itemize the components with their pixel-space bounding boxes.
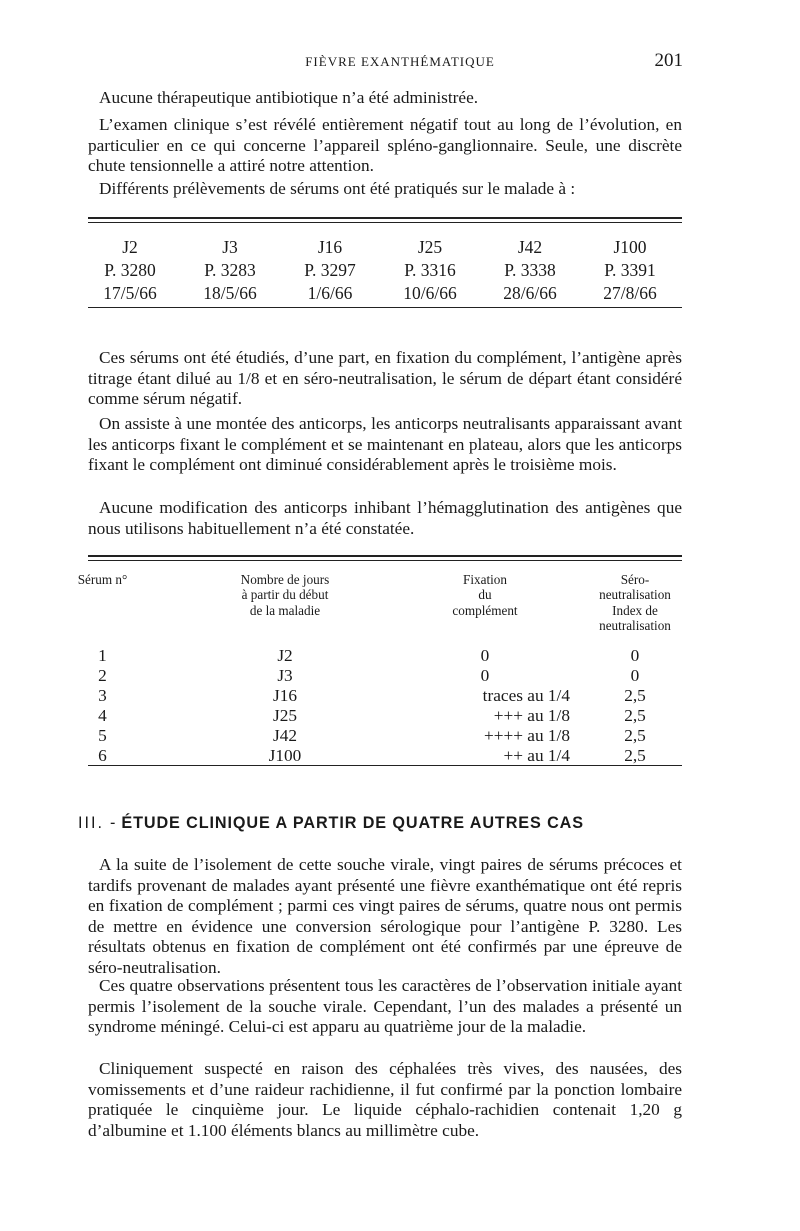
table1-bottom-rule bbox=[88, 307, 682, 308]
header-line: de la maladie bbox=[249, 602, 321, 618]
cell-serum: 6 bbox=[98, 745, 107, 765]
cell-sero: 0 bbox=[630, 645, 640, 665]
cell-day: J25 bbox=[272, 705, 297, 725]
table1-day-row bbox=[80, 236, 680, 259]
header-line: Nombre de jours bbox=[240, 572, 330, 587]
paragraph-virus-isolation: A la suite de l’isolement de cette souche virale, vingt paires de sérums précoces et tardifs provenant de malades ayant présenté une fièvre exanthématique ont été repris en fixation de complément ; parmi ces vingt paires de sérums, quatre nous ont permis de mettre en évidence une conversion sérologique pour l’antigène P. 3280. Les résultats obtenus en fixation de complément ont été confirmés par une épreuve de séro-neutralisation. bbox=[88, 855, 682, 977]
table-row bbox=[60, 686, 690, 706]
cell-serum: 3 bbox=[98, 685, 107, 705]
paragraph-samples-intro: Différents prélèvements de sérums ont été pratiqués sur le malade à : bbox=[99, 179, 576, 198]
table1-cell: 27/8/66 bbox=[603, 283, 657, 303]
paragraph-antibody-rise: On assiste à une montée des anticorps, les anticorps neutralisants apparaissant avant les anticorps fixant le complément et se maintenant en plateau, alors que les anticorps fixant le complément ont diminué considérablement après le troisième mois. bbox=[88, 414, 682, 475]
table1-cell: 18/5/66 bbox=[203, 283, 257, 303]
cell-day: J42 bbox=[272, 725, 297, 745]
running-title: FIÈVRE EXANTHÉMATIQUE bbox=[305, 54, 495, 69]
page-number: 201 bbox=[654, 50, 683, 71]
paragraph-serum-study: Ces sérums ont été étudiés, d’une part, en fixation du complément, l’antigène après titrage étant dilué au 1/8 et en séro-neutralisation, le sérum de départ étant considéré comme sérum négatif. bbox=[88, 348, 682, 409]
table2-header bbox=[60, 572, 690, 634]
cell-serum: 5 bbox=[98, 725, 107, 745]
header-line: à partir du début bbox=[241, 587, 329, 603]
table2-body bbox=[60, 646, 690, 766]
table1-top-rule bbox=[88, 217, 682, 219]
table1-cell: J25 bbox=[417, 237, 443, 257]
table-row bbox=[60, 666, 690, 686]
cell-serum: 4 bbox=[98, 705, 107, 725]
table1-cell: J42 bbox=[517, 237, 543, 257]
cell-sero: 2,5 bbox=[624, 705, 646, 725]
table1-cell: P. 3316 bbox=[404, 260, 456, 280]
table1-ref-row bbox=[80, 259, 680, 282]
header-line: neutralisation bbox=[599, 587, 671, 603]
table1-cell: 10/6/66 bbox=[403, 283, 457, 303]
cell-sero: 2,5 bbox=[624, 745, 646, 765]
paragraph-hemagglutination: Aucune modification des anticorps inhibant l’hémagglutination des antigènes que nous utilisons habituellement n’a été constatée. bbox=[88, 498, 682, 538]
paragraph-clinical-exam: L’examen clinique s’est révélé entièrement négatif tout au long de l’évolution, en particulier en ce qui concerne l’appareil spléno-ganglionnaire. Seule, une discrète chute tensionnelle a attiré notre attention. bbox=[88, 115, 682, 176]
table1-cell: P. 3280 bbox=[104, 260, 156, 280]
header-days bbox=[220, 572, 350, 634]
serum-sampling-table bbox=[80, 236, 680, 305]
header-line: Index de bbox=[612, 602, 658, 618]
cell-day: J3 bbox=[277, 665, 293, 685]
cell-day: J2 bbox=[277, 645, 293, 665]
cell-fixation: ++++ au 1/8 bbox=[483, 725, 570, 745]
table1-top-rule-thin bbox=[88, 222, 682, 223]
cell-serum: 1 bbox=[98, 645, 107, 665]
table1-cell: P. 3297 bbox=[304, 260, 356, 280]
paragraph-four-cases: Ces quatre observations présentent tous les caractères de l’observation initiale ayant permis l’isolement de la souche virale. Cependant, l’un des malades a présenté un syndrome méningé. Celui-ci est apparu au quatrième jour de la maladie. bbox=[88, 976, 682, 1037]
cell-sero: 2,5 bbox=[624, 725, 646, 745]
table2-top-rule bbox=[88, 555, 682, 557]
cell-fixation: 0 bbox=[480, 645, 490, 665]
section-dash: - bbox=[110, 814, 116, 832]
header-line: neutralisation bbox=[599, 618, 671, 634]
header-line: Sérum n° bbox=[77, 572, 128, 587]
table2-top-rule-thin bbox=[88, 560, 682, 561]
table-row bbox=[60, 726, 690, 746]
cell-serum: 2 bbox=[98, 665, 107, 685]
running-header bbox=[0, 50, 800, 76]
header-seroneutralisation bbox=[580, 572, 690, 634]
table1-cell: J16 bbox=[317, 237, 343, 257]
table1-cell: 28/6/66 bbox=[503, 283, 557, 303]
table-row bbox=[60, 746, 690, 766]
header-line: Fixation bbox=[463, 572, 507, 587]
cell-sero: 0 bbox=[630, 665, 640, 685]
cell-day: J16 bbox=[272, 685, 297, 705]
cell-sero: 2,5 bbox=[624, 685, 646, 705]
table1-cell: P. 3283 bbox=[204, 260, 256, 280]
header-line: complément bbox=[452, 602, 518, 618]
paragraph-antibiotics: Aucune thérapeutique antibiotique n’a été administrée. bbox=[99, 88, 479, 107]
header-fixation bbox=[400, 572, 570, 634]
section-number: III. bbox=[78, 814, 104, 832]
paragraph-meningeal-syndrome: Cliniquement suspecté en raison des céphalées très vives, des nausées, des vomissements et d’une raideur rachidienne, il fut confirmé par la ponction lombaire pratiquée le cinquième jour. Le liquide céphalo-rachidien contenait 1,20 g d’albumine et 1.100 éléments blancs au millimètre cube. bbox=[88, 1059, 682, 1140]
table1-cell: J3 bbox=[222, 237, 238, 257]
cell-fixation: +++ au 1/8 bbox=[493, 705, 570, 725]
table1-cell: 17/5/66 bbox=[103, 283, 157, 303]
cell-fixation: traces au 1/4 bbox=[482, 685, 570, 705]
table1-date-row bbox=[80, 282, 680, 305]
cell-fixation: ++ au 1/4 bbox=[503, 745, 570, 765]
section-title: ÉTUDE CLINIQUE A PARTIR DE QUATRE AUTRES CAS bbox=[121, 814, 584, 832]
serology-results-table bbox=[60, 572, 690, 766]
table-row bbox=[60, 646, 690, 666]
table1-cell: P. 3338 bbox=[504, 260, 556, 280]
table1-cell: P. 3391 bbox=[604, 260, 656, 280]
table1-cell: 1/6/66 bbox=[307, 283, 353, 303]
header-line: du bbox=[478, 587, 492, 603]
table-row bbox=[60, 706, 690, 726]
table1-cell: J2 bbox=[122, 237, 138, 257]
section-heading bbox=[78, 814, 698, 833]
table1-cell: J100 bbox=[613, 237, 647, 257]
table2-bottom-rule bbox=[88, 765, 682, 766]
header-line: Séro- bbox=[620, 572, 650, 587]
cell-day: J100 bbox=[268, 745, 302, 765]
cell-fixation: 0 bbox=[480, 665, 490, 685]
header-serum-number bbox=[60, 572, 145, 634]
